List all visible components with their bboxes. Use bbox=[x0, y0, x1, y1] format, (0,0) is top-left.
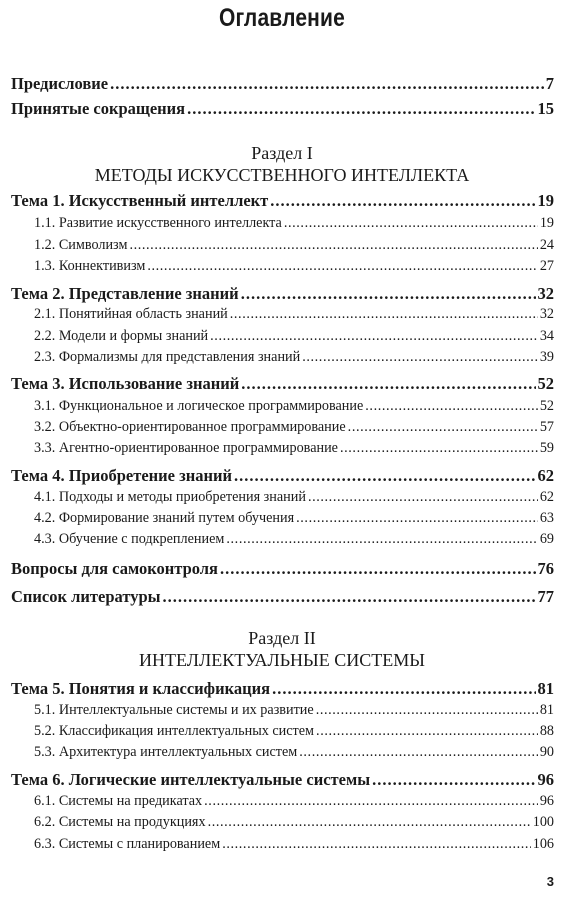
toc-entry-topic[interactable]: Тема 2. Представление знаний ..... 32 bbox=[11, 284, 554, 304]
toc-entry-subtopic[interactable]: 4.2. Формирование знаний путем обучения ..... 63 bbox=[11, 510, 554, 527]
section-heading: Раздел I bbox=[251, 143, 313, 163]
toc-entry-subtopic[interactable]: 1.2. Символизм ..... 24 bbox=[11, 237, 554, 254]
toc-entry-topic[interactable]: Тема 1. Искусственный интеллект ..... 19 bbox=[11, 191, 554, 211]
toc-entry-questions[interactable]: Вопросы для самоконтроля ..... 76 bbox=[11, 559, 554, 579]
toc-entry-topic[interactable]: Тема 4. Приобретение знаний ..... 62 bbox=[11, 466, 554, 486]
toc-entry-topic[interactable]: Тема 3. Использование знаний ..... 52 bbox=[11, 374, 554, 394]
toc-entry-subtopic[interactable]: 6.3. Системы с планированием ..... 106 bbox=[11, 836, 554, 853]
toc-entry-subtopic[interactable]: 5.3. Архитектура интеллектуальных систем ..... 90 bbox=[11, 744, 554, 761]
toc-entry-abbreviations[interactable]: Принятые сокращения ..... 15 bbox=[11, 99, 554, 119]
toc-entry-subtopic[interactable]: 2.3. Формализмы для представления знаний ..... 39 bbox=[11, 349, 554, 366]
toc-entry-subtopic[interactable]: 3.1. Функциональное и логическое программирование ..... 52 bbox=[11, 398, 554, 415]
toc-entry-subtopic[interactable]: 5.2. Классификация интеллектуальных систем ..... 88 bbox=[11, 723, 554, 740]
toc-entry-preface[interactable]: Предисловие ..... 7 bbox=[11, 74, 554, 94]
section-name: ИНТЕЛЛЕКТУАЛЬНЫЕ СИСТЕМЫ bbox=[139, 650, 425, 670]
toc-entry-subtopic[interactable]: 5.1. Интеллектуальные системы и их развитие ..... 81 bbox=[11, 702, 554, 719]
toc-entry-subtopic[interactable]: 6.1. Системы на предикатах ..... 96 bbox=[11, 793, 554, 810]
toc-entry-literature[interactable]: Список литературы ..... 77 bbox=[11, 587, 554, 607]
toc-entry-subtopic[interactable]: 6.2. Системы на продукциях ..... 100 bbox=[11, 814, 554, 831]
page-number: 3 bbox=[546, 874, 554, 889]
toc-entry-subtopic[interactable]: 2.1. Понятийная область знаний ..... 32 bbox=[11, 306, 554, 323]
toc-entry-subtopic[interactable]: 1.1. Развитие искусственного интеллекта ..... 19 bbox=[11, 215, 554, 232]
toc-entry-subtopic[interactable]: 3.2. Объектно-ориентированное программирование ..... 57 bbox=[11, 419, 554, 436]
toc-entry-subtopic[interactable]: 2.2. Модели и формы знаний ..... 34 bbox=[11, 328, 554, 345]
toc-entry-topic[interactable]: Тема 5. Понятия и классификация ..... 81 bbox=[11, 679, 554, 699]
section-name: МЕТОДЫ ИСКУССТВЕННОГО ИНТЕЛЛЕКТА bbox=[94, 165, 470, 185]
page-title: Оглавление bbox=[219, 4, 345, 32]
toc-entry-subtopic[interactable]: 4.1. Подходы и методы приобретения знаний ..... 62 bbox=[11, 489, 554, 506]
toc-entry-subtopic[interactable]: 3.3. Агентно-ориентированное программирование ..... 59 bbox=[11, 440, 554, 457]
section-heading: Раздел II bbox=[248, 628, 316, 648]
toc-entry-topic[interactable]: Тема 6. Логические интеллектуальные системы ..... 96 bbox=[11, 770, 554, 790]
toc-entry-subtopic[interactable]: 1.3. Коннективизм ..... 27 bbox=[11, 258, 554, 275]
toc-entry-subtopic[interactable]: 4.3. Обучение с подкреплением ..... 69 bbox=[11, 531, 554, 548]
